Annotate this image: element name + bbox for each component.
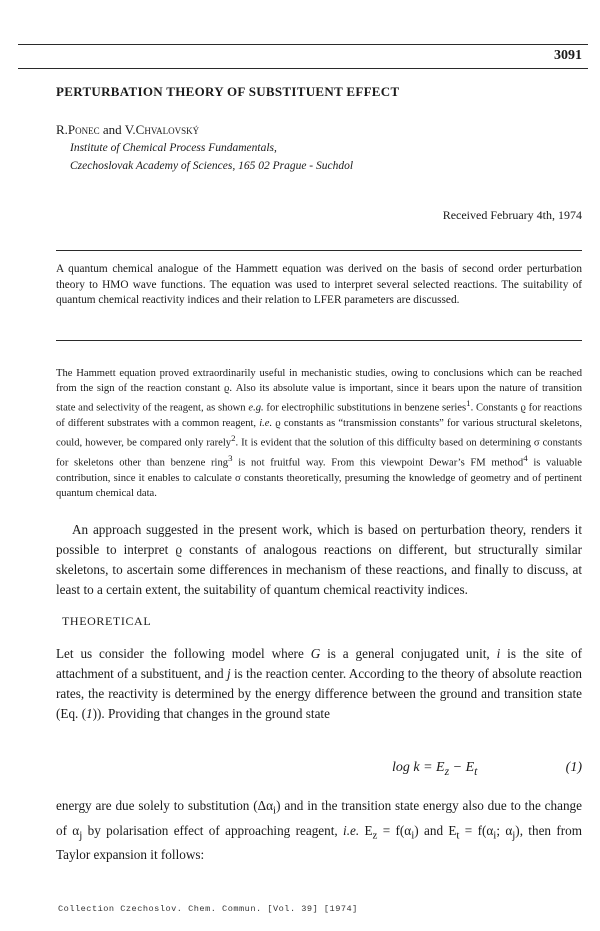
authors-conjunction: and [99, 122, 125, 137]
affiliation-line-1: Institute of Chemical Process Fundamentals, [70, 142, 277, 154]
continuation-paragraph: energy are due solely to substitution $(\Delta\alpha_i)$ and in the transition state energy also due to the change of $\alpha_j$ by polarisation effect of approaching reagent, i.e. $E_z = f(\alpha_i)$ and $E_t = f(\alpha_i$; $\alpha_j$), then from Taylor expansion it follows: [56, 798, 582, 863]
author-2-surname: Chvalovský [135, 122, 200, 137]
received-date: Received February 4th, 1974 [442, 208, 582, 222]
abstract: A quantum chemical analogue of the Hammett equation was derived on the basis of second order perturbation theory to HMO wave functions. The equation was used to interpret several selected reactions. The suitability of quantum chemical reactivity indices and their relation to LFER parameters are discussed. [56, 263, 582, 306]
equation-1-number: (1) [565, 760, 582, 775]
author-2-initial: V. [124, 122, 136, 137]
header-rule [18, 44, 588, 45]
abstract-bottom-rule [56, 340, 582, 341]
theory-paragraph: Let us consider the following model where G is a general conjugated unit, i is the site of attachment of a substituent, and j is the reaction center. According to the theory of absolute reaction rates, the reactivity is determined by the energy difference between the ground and transition state (Eq. (1)). Providing that changes in the ground state [56, 646, 582, 721]
abstract-top-rule [56, 250, 582, 251]
affiliation-line-2: Czechoslovak Academy of Sciences, 165 02 Prague - Suchdol [70, 160, 354, 172]
equation-1: $\log k = E_z - E_t$ [392, 760, 478, 778]
article-title: PERTURBATION THEORY OF SUBSTITUENT EFFECT [56, 84, 400, 99]
footer-citation: Collection Czechoslov. Chem. Commun. [Vol. 39] [1974] [58, 904, 358, 914]
author-1-initial: R. [56, 122, 68, 137]
page-number: 3091 [554, 48, 582, 63]
intro-paragraph: The Hammett equation proved extraordinarily useful in mechanistic studies, owing to conclusions which can be reached from the sign of the reaction constant ϱ. Also its absolute value is important, since it bears upon the nature of transition state and selectivity of the reagent, as shown e.g. for electrophilic substitutions in benzene series$^1$. Constants ϱ for reactions of different substrates with a common reagent, i.e. ϱ constants as “transmission constants” for various structural skeletons, could, however, be compared only rarely$^2$. It is evident that the solution of this difficulty based on determining σ constants for skeletons other than benzene ring$^3$ is not fruitful way. From this viewpoint Dewar’s FM method$^4$ is valuable contribution, since it enables to calculate σ constants theoretically, presuming the knowledge of geometry and of pertinent quantum chemical data. [56, 368, 583, 500]
authors [56, 122, 199, 138]
approach-paragraph: An approach suggested in the present work, which is based on perturbation theory, renders it possible to interpret ϱ constants of analogous reactions on different, but structurally similar skeletons, to ascertain some differences in mechanism of these reactions, and finally to discuss, at least to a certain extent, the suitability of quantum chemical reactivity indices. [56, 522, 582, 597]
author-1-surname: Ponec [67, 122, 100, 137]
header-rule-lower [18, 68, 588, 69]
section-heading: THEORETICAL [62, 614, 152, 628]
